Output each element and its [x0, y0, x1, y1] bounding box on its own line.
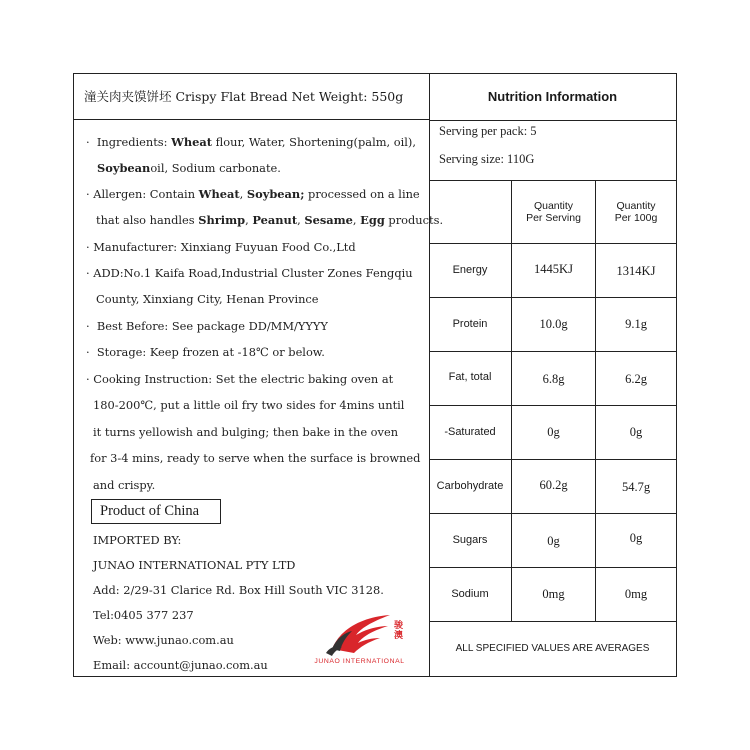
allergen-line-1: · Allergen: Contain Wheat, Soybean; processed on a line — [86, 187, 420, 201]
nutrition-panel — [429, 74, 676, 676]
cooking-line-3: it turns yellowish and bulging; then bake in the oven — [93, 425, 399, 439]
protein-per-100g: 9.1g — [625, 317, 647, 331]
importer-name: JUNAO INTERNATIONAL PTY LTD — [93, 558, 296, 572]
row-label-fat-total: Fat, total — [448, 371, 492, 383]
label-left-panel — [74, 74, 444, 676]
sugars-per-100g: 0g — [629, 531, 643, 545]
sodium-per-100g: 0mg — [624, 587, 648, 601]
serving-size: Serving size: 110G — [439, 152, 535, 166]
storage-line: · Storage: Keep frozen at -18℃ or below. — [86, 345, 325, 359]
cooking-line-4: for 3-4 mins, ready to serve when the surface is browned — [90, 451, 421, 465]
saturated-per-100g: 0g — [629, 425, 643, 439]
row-label-protein: Protein — [452, 318, 488, 330]
fat-per-serving: 6.8g — [542, 372, 565, 386]
product-of-china-box: Product of China — [91, 499, 221, 524]
energy-per-serving: 1445KJ — [534, 262, 573, 276]
ingredients-line-1: · Ingredients: Wheat flour, Water, Shortening(palm, oil), — [86, 135, 416, 149]
energy-per-100g: 1314KJ — [616, 264, 656, 278]
address-line-2: County, Xinxiang City, Henan Province — [96, 292, 319, 306]
importer-address: Add: 2/29-31 Clarice Rd. Box Hill South VIC 3128. — [93, 583, 384, 597]
saturated-per-serving: 0g — [547, 425, 560, 439]
junao-logo — [302, 609, 417, 669]
food-label — [73, 73, 677, 677]
best-before-line: · Best Before: See package DD/MM/YYYY — [86, 319, 328, 333]
carbohydrate-per-serving: 60.2g — [539, 478, 568, 492]
carbohydrate-per-100g: 54.7g — [621, 480, 651, 494]
allergen-line-2: that also handles Shrimp, Peanut, Sesame, Egg products. — [96, 213, 444, 227]
importer-email: Email: account@junao.com.au — [93, 658, 268, 672]
row-label-carbohydrate: Carbohydrate — [436, 480, 504, 492]
row-label-sugars: Sugars — [452, 534, 488, 546]
importer-tel: Tel:0405 377 237 — [93, 608, 194, 622]
sugars-per-serving: 0g — [547, 534, 560, 548]
nutrition-heading: Nutrition Information — [429, 74, 676, 121]
col-head-per-100g: Quantity Per 100g — [614, 200, 658, 224]
col-head-per-serving: Quantity Per Serving — [526, 200, 581, 224]
importer-heading: IMPORTED BY: — [93, 533, 182, 547]
averages-note: ALL SPECIFIED VALUES ARE AVERAGES — [455, 643, 650, 654]
address-line-1: · ADD:No.1 Kaifa Road,Industrial Cluster Zones Fengqiu — [86, 266, 413, 280]
manufacturer-line: · Manufacturer: Xinxiang Fuyuan Food Co.,Ltd — [86, 240, 356, 254]
logo-chinese-text: 骏澳 — [394, 621, 404, 641]
row-label-saturated: -Saturated — [444, 426, 496, 438]
ingredients-line-2: Soybeanoil, Sodium carbonate. — [97, 161, 281, 175]
row-label-sodium: Sodium — [451, 588, 489, 600]
importer-web: Web: www.junao.com.au — [93, 633, 234, 647]
logo-text: JUNAO INTERNATIONAL — [314, 658, 405, 665]
row-label-energy: Energy — [452, 264, 488, 276]
protein-per-serving: 10.0g — [539, 317, 568, 331]
cooking-line-5: and crispy. — [93, 478, 156, 492]
cooking-line-1: · Cooking Instruction: Set the electric baking oven at — [86, 372, 394, 386]
cooking-line-2: 180-200℃, put a little oil fry two sides for 4mins until — [93, 398, 405, 412]
serving-per-pack: Serving per pack: 5 — [439, 124, 537, 138]
sodium-per-serving: 0mg — [542, 587, 565, 601]
product-title: 潼关肉夹馍饼坯 Crispy Flat Bread Net Weight: 550g — [74, 74, 429, 120]
fat-per-100g: 6.2g — [625, 372, 647, 386]
